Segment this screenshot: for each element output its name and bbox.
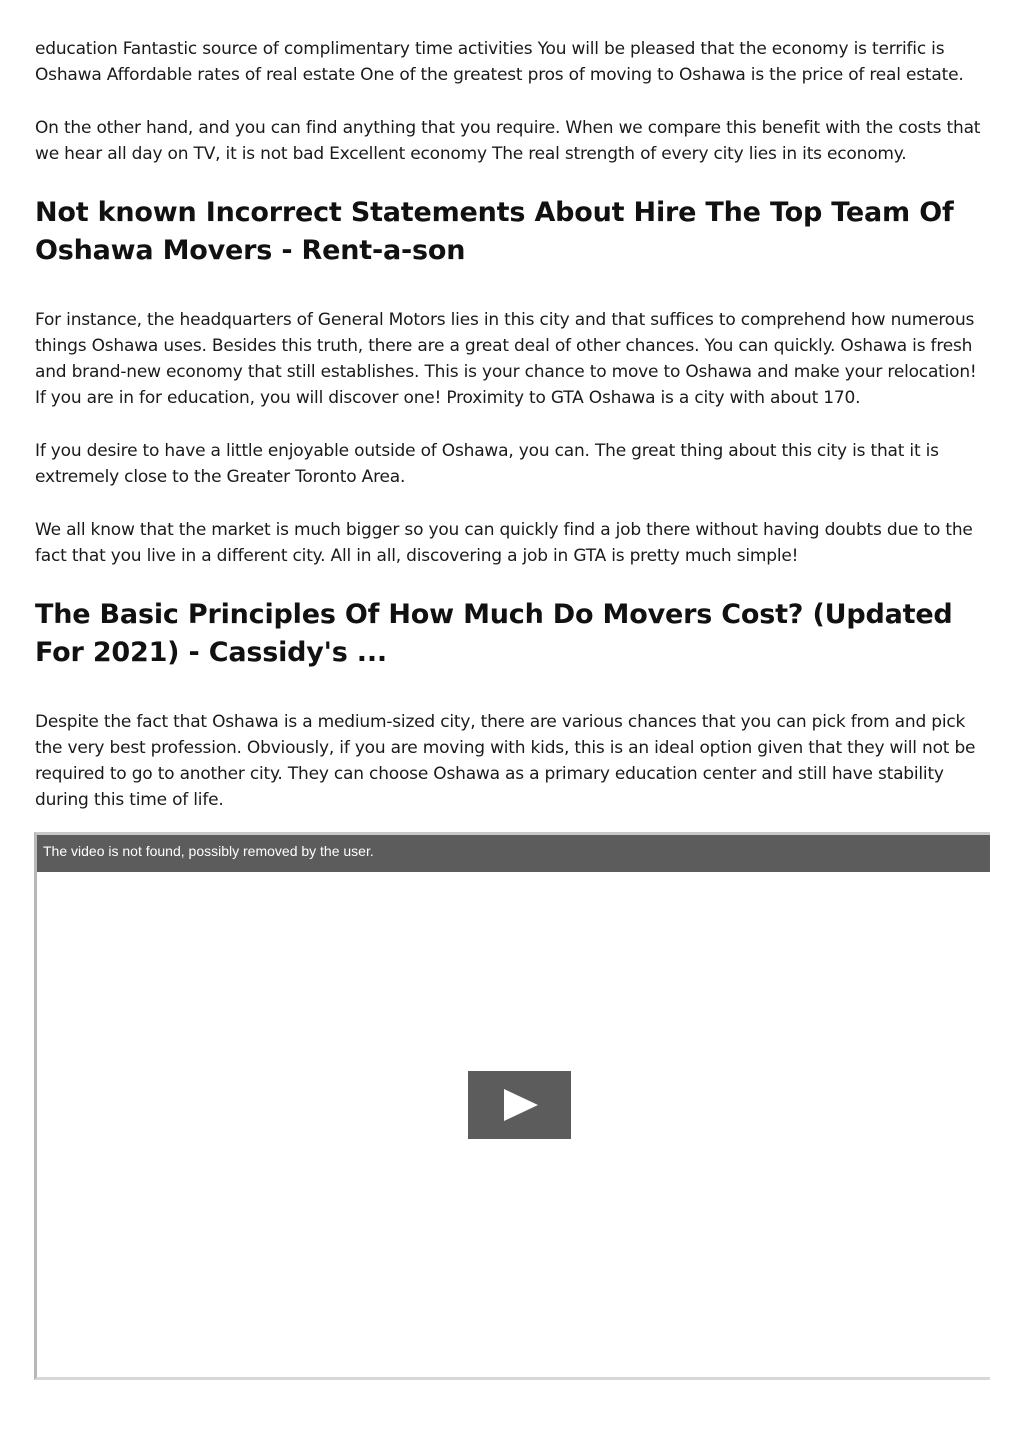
paragraph: For instance, the headquarters of General Motors lies in this city and that suffices to comprehend how numerous things Oshawa uses. Besides this truth, there are a great deal of other chances. You can quickly. Oshawa is fresh and brand-new economy that still establishes. This is your chance to move to Oshawa and make your relocation! If you are in for education, you will discover one! Proximity to GTA Oshawa is a city with about 170. (35, 310, 977, 408)
play-icon (504, 1089, 538, 1121)
paragraph: education Fantastic source of complimentary time activities You will be pleased that the economy is terrific is Oshawa Affordable rates of real estate One of the greatest pros of moving to Oshawa is the price of real estate. (35, 39, 964, 85)
video-embed[interactable] (34, 832, 990, 1380)
paragraph: Despite the fact that Oshawa is a medium-sized city, there are various chances that you can pick from and pick the very best profession. Obviously, if you are moving with kids, this is an ideal option given that they will not be required to go to another city. They can choose Oshawa as a primary education center and still have stability during this time of life. (35, 712, 976, 810)
paragraph: We all know that the market is much bigger so you can quickly find a job there without having doubts due to the fact that you live in a different city. All in all, discovering a job in GTA is pretty much simple! (35, 520, 973, 566)
article-body (35, 36, 991, 840)
play-button[interactable] (468, 1071, 571, 1139)
video-error-message: The video is not found, possibly removed by the user. (43, 843, 374, 859)
paragraph: If you desire to have a little enjoyable outside of Oshawa, you can. The great thing about this city is that it is extremely close to the Greater Toronto Area. (35, 441, 939, 487)
section-heading: Not known Incorrect Statements About Hire The Top Team Of Oshawa Movers - Rent-a-son (35, 197, 954, 266)
section-heading: The Basic Principles Of How Much Do Movers Cost? (Updated For 2021) - Cassidy's ... (35, 599, 953, 668)
paragraph: On the other hand, and you can find anything that you require. When we compare this benefit with the costs that we hear all day on TV, it is not bad Excellent economy The real strength of every city lies in its economy. (35, 118, 981, 164)
video-title-bar (37, 835, 990, 872)
